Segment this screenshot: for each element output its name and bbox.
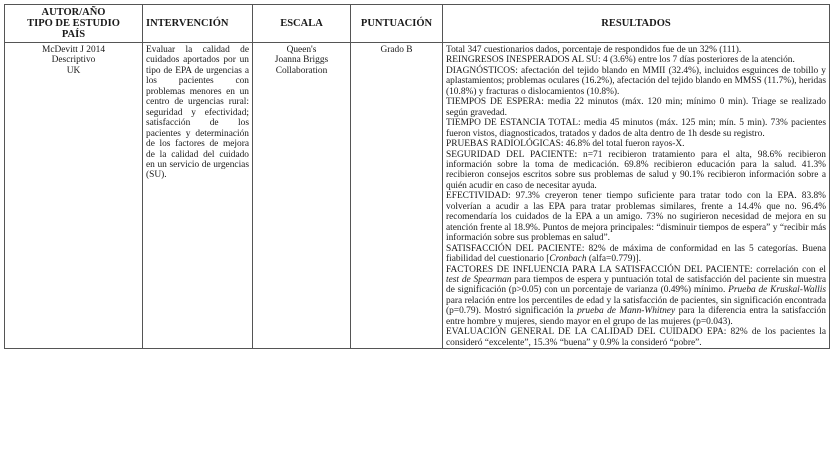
cell-score: Grado B: [351, 43, 443, 349]
result-radiology: PRUEBAS RADIOLÓGICAS: 46.8% del total fueron rayos-X.: [446, 139, 685, 150]
result-satisfaction: [446, 244, 826, 265]
cell-intervention: Evaluar la calidad de cuidados aportados por un tipo de EPA de urgencias a los pacientes con problemas menores en un centro de urgencias rural: seguridad y efectividad; satisfacción de los pacientes y determinación de los factores de mejora de la calidad del cuidado en un servicio de urgencias (SU).: [143, 43, 253, 349]
factors-text-b: test de Spearman: [446, 274, 512, 285]
result-overall-evaluation: EVALUACIÓN GENERAL DE LA CALIDAD DEL CUIDADO EPA: 82% de los pacientes la consideró “excelente”, 15.3% “buena” y 0.9% la consideró “pobre”.: [446, 327, 826, 348]
result-influence-factors: [446, 265, 826, 328]
results-table: [4, 4, 830, 349]
result-effectiveness: EFECTIVIDAD: 97.3% creyeron tener tiempo suficiente para tratar todo con la EPA. 83.8% volverían a acudir a las EPA para tratar problemas similares, frente a 14.4% que no. 96.4% recomendaría los cuidados de la EPA a un amigo. 73% no sugirieron necesidad de mejora en su atención frente al 18.9%. Puntos de mejora principales: “disminuir tiempos de espera” y “recibir más información sobre sus problemas en salud”.: [446, 191, 826, 244]
author-name: McDevitt J 2014: [41, 45, 106, 55]
result-readmissions: REINGRESOS INESPERADOS AL SU: 4 (3.6%) entre los 7 días posteriores de la atención.: [446, 55, 795, 66]
result-safety: SEGURIDAD DEL PACIENTE: n=71 recibieron tratamiento para el alta, 98.6% recibieron información sobre la toma de medicación. 69.8% recibieron educación para la salud. 41.3% recibieron consejos escritos sobre sus problemas de salud y 90.1% recibieron información sobre a quién acudir en caso de necesitar ayuda.: [446, 149, 826, 191]
satisfaction-text-a: SATISFACCIÓN DEL PACIENTE: 82% de máxima de conformidad en las 5 categorías. Buena fiabilidad del cuestionario [: [446, 243, 826, 265]
header-score: PUNTUACIÓN: [351, 5, 443, 43]
satisfaction-text-c: (alfa=0.779)].: [586, 254, 641, 265]
header-scale: ESCALA: [253, 5, 351, 43]
header-author: [5, 5, 143, 43]
header-author-line2: TIPO DE ESTUDIO: [27, 18, 120, 29]
header-author-line3: PAÍS: [61, 29, 86, 40]
result-total-stay: TIEMPO DE ESTANCIA TOTAL: media 45 minutos (máx. 125 min; mín. 5 min). 73% pacientes fueron vistos, diagnosticados, tratados y dados de alta dentro de 1h desde su registro.: [446, 118, 826, 139]
header-author-line1: AUTOR/AÑO: [41, 7, 106, 18]
scale-line1: Queen's: [286, 45, 317, 55]
header-results: RESULTADOS: [443, 5, 830, 43]
factors-text-e: para relación entre los percentiles de edad y la satisfacción de pacientes, sin significación encontrada (p=0.79). Mostró significación la: [446, 295, 826, 317]
result-total: Total 347 cuestionarios dados, porcentaje de respondidos fue de un 32% (111).: [446, 45, 742, 55]
country: UK: [66, 65, 81, 76]
scale-line3: Collaboration: [275, 65, 328, 76]
result-diagnoses: DIAGNÓSTICOS: afectación del tejido blando en MMII (32.4%), incluidos esguinces de tobillo y aplastamientos; problemas oculares (16.2%), afectación del tejido blando en MMSS (11.7%), heridas (10.8%) y fracturas o dislocamientos (10.8%).: [446, 65, 826, 97]
cell-scale: [253, 43, 351, 349]
factors-text-d: Prueba de Kruskal-Wallis: [728, 285, 826, 296]
factors-text-c: para tiempos de espera y puntuación total de satisfacción del paciente sin muestra de significación (p>0.05) con un porcentaje de varianza (0.49%) mínimo.: [446, 274, 826, 296]
factors-text-f: prueba de Mann-Whitney: [577, 306, 676, 317]
scale-line2: Joanna Briggs: [274, 55, 329, 66]
cell-author: [5, 43, 143, 349]
table-row: [5, 43, 830, 349]
satisfaction-text-b: Cronbach: [549, 254, 587, 265]
cell-results: [443, 43, 830, 349]
factors-text-g: para la diferencia entra la satisfacción entre hombre y mujeres, siendo mayor en el grupo de las mujeres (p=0.043).: [446, 306, 826, 327]
header-row: [5, 5, 830, 43]
factors-text-a: FACTORES DE INFLUENCIA PARA LA SATISFACCIÓN DEL PACIENTE: correlación con el: [446, 264, 826, 275]
result-wait-times: TIEMPOS DE ESPERA: media 22 minutos (máx. 120 min; mínimo 0 min). Triage se realizado según gravedad.: [446, 97, 826, 118]
study-type: Descriptivo: [51, 55, 96, 66]
header-intervention: INTERVENCIÓN: [143, 5, 253, 43]
